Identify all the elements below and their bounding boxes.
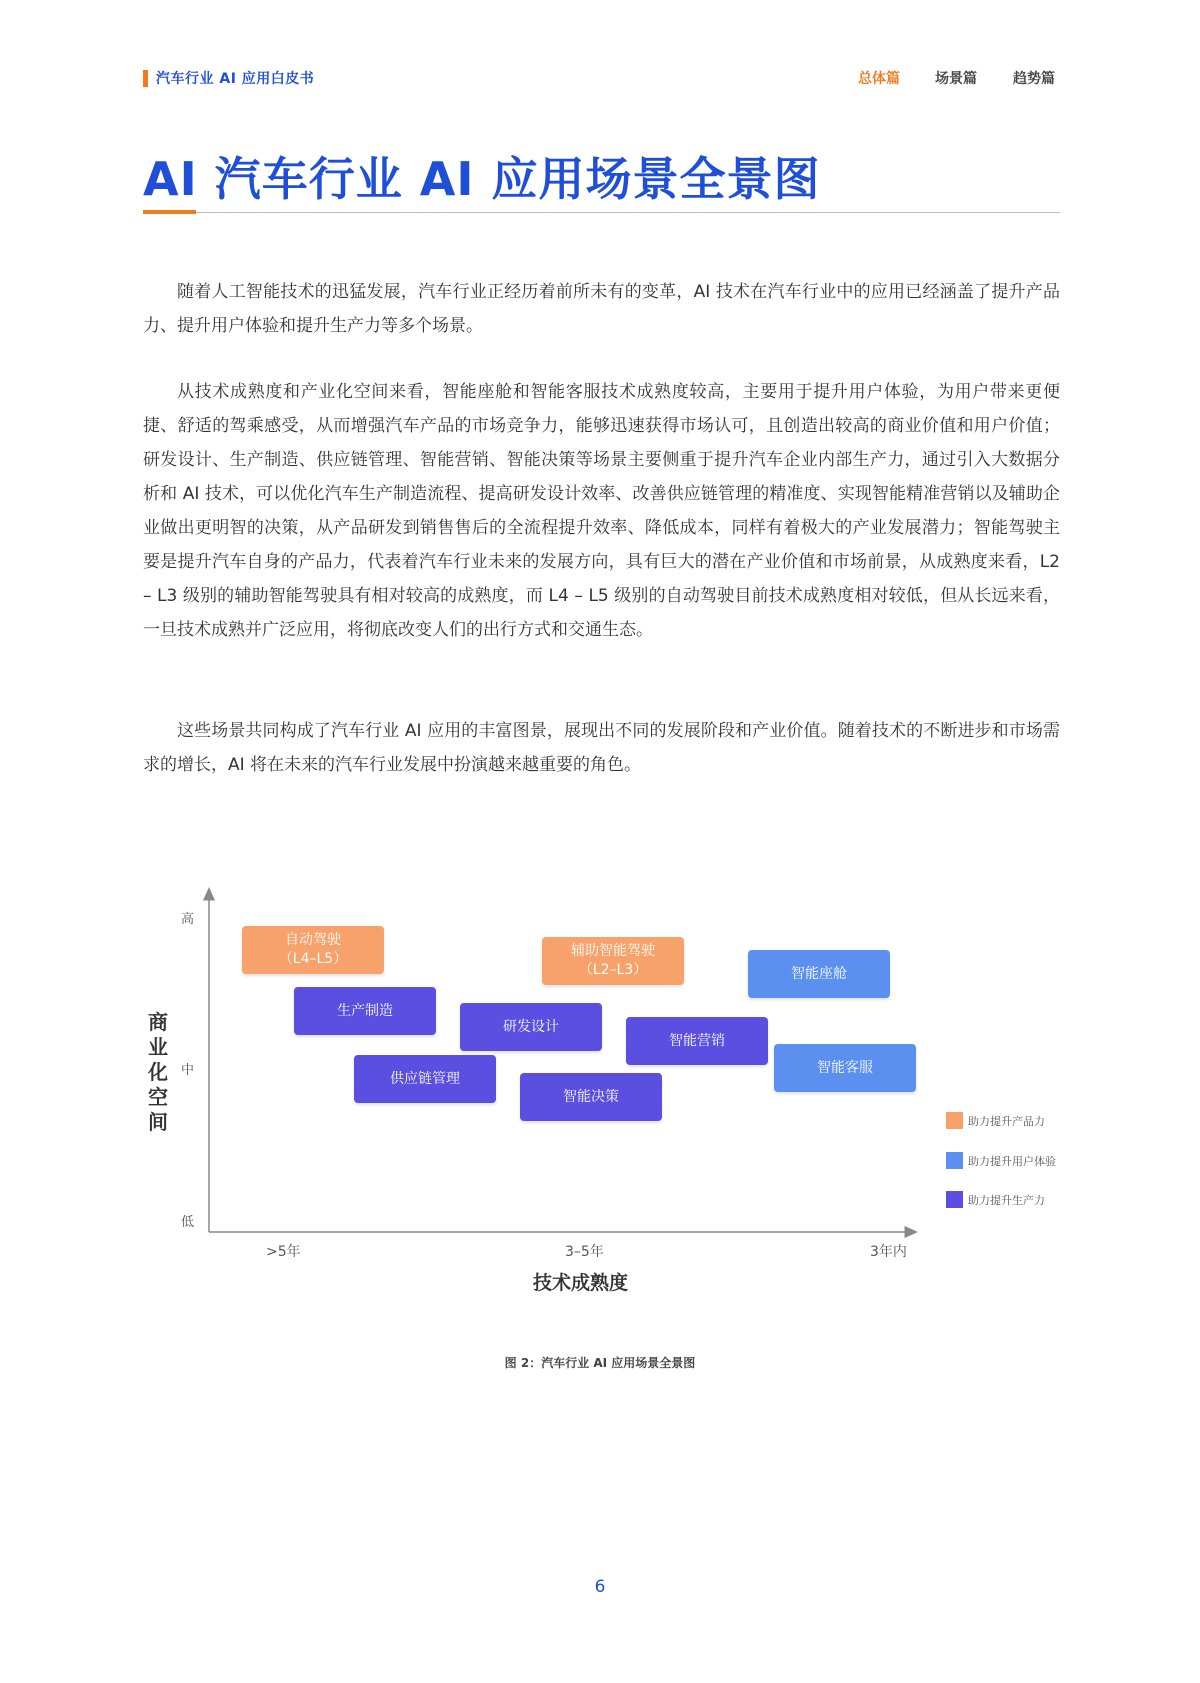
scenario-label: 自动驾驶 bbox=[285, 932, 341, 948]
x-tick-over-5y: >5年 bbox=[266, 1244, 301, 1260]
legend-swatch-blue bbox=[946, 1152, 963, 1169]
legend-label: 助力提升用户体验 bbox=[968, 1154, 1056, 1168]
scenario-smart-marketing bbox=[626, 1017, 768, 1065]
scenario-label: 智能客服 bbox=[817, 1059, 873, 1076]
x-tick-3-5y: 3–5年 bbox=[565, 1244, 604, 1260]
page-number: 6 bbox=[594, 1577, 606, 1597]
legend-item-user-experience bbox=[946, 1152, 1056, 1169]
nav-trends[interactable]: 趋势篇 bbox=[1013, 71, 1055, 87]
scenario-label: 研发设计 bbox=[503, 1018, 559, 1035]
y-axis-title-char: 业 bbox=[148, 1035, 168, 1059]
page-title: AI 汽车行业 AI 应用场景全景图 bbox=[143, 152, 821, 206]
y-axis-title-char: 化 bbox=[148, 1060, 168, 1084]
scenario-label: 智能座舱 bbox=[791, 965, 847, 982]
figure-caption: 图 2：汽车行业 AI 应用场景全景图 bbox=[504, 1356, 696, 1370]
legend-item-product bbox=[946, 1112, 1045, 1129]
y-axis-title-char: 间 bbox=[148, 1110, 168, 1134]
scenario-smart-decision bbox=[520, 1073, 662, 1121]
paragraph-analysis: 从技术成熟度和产业化空间来看，智能座舱和智能客服技术成熟度较高，主要用于提升用户体验，为用户带来更便捷、舒适的驾乘感受，从而增强汽车产品的市场竞争力，能够迅速获得市场认可，且创造出较高的商业价值和用户价值；研发设计、生产制造、供应链管理、智能营销、智能决策等场景主要侧重于提升汽车企业内部生产力，通过引入大数据分析和 AI 技术，可以优化汽车生产制造流程、提高研发设计效率、改善供应链管理的精准度、实现智能精准营销以及辅助企业做出更明智的决策，从产品研发到销售售后的全流程提升效率、降低成本，同样有着极大的产业发展潜力；智能驾驶主要是提升汽车自身的产品力，代表着汽车行业未来的发展方向，具有巨大的潜在产业价值和市场前景，从成熟度来看，L2 – L3 级别的辅助智能驾驶具有相对较高的成熟度，而 L4 – L5 级别的自动驾驶目前技术成熟度相对较低，但从长远来看，一旦技术成熟并广泛应用，将彻底改变人们的出行方式和交通生态。 bbox=[143, 382, 1060, 640]
y-axis-title-char: 商 bbox=[148, 1010, 168, 1034]
scenario-smart-cockpit bbox=[748, 950, 890, 998]
legend-swatch-purple bbox=[946, 1191, 963, 1208]
scenario-rnd-design bbox=[460, 1003, 602, 1051]
scenario-assisted-driving bbox=[542, 937, 684, 985]
y-tick-high: 高 bbox=[181, 912, 195, 927]
y-tick-mid: 中 bbox=[181, 1063, 195, 1078]
scenario-sublabel: （L2–L3） bbox=[578, 962, 648, 978]
y-axis-title bbox=[147, 1010, 169, 1135]
legend-swatch-orange bbox=[946, 1112, 963, 1129]
scenario-label: 智能决策 bbox=[563, 1088, 619, 1105]
x-tick-within-3y: 3年内 bbox=[870, 1244, 907, 1260]
nav-scenarios[interactable]: 场景篇 bbox=[935, 71, 977, 87]
scenario-label: 智能营销 bbox=[669, 1032, 725, 1049]
scenario-supply-chain bbox=[354, 1055, 496, 1103]
scenario-sublabel: （L4–L5） bbox=[278, 951, 348, 967]
scenario-label: 供应链管理 bbox=[390, 1070, 460, 1087]
legend-label: 助力提升生产力 bbox=[968, 1193, 1045, 1207]
paragraph-intro: 随着人工智能技术的迅猛发展，汽车行业正经历着前所未有的变革，AI 技术在汽车行业中的应用已经涵盖了提升产品力、提升用户体验和提升生产力等多个场景。 bbox=[143, 282, 1060, 336]
scenario-label: 辅助智能驾驶 bbox=[571, 943, 655, 959]
legend-label: 助力提升产品力 bbox=[968, 1114, 1045, 1128]
y-tick-low: 低 bbox=[181, 1215, 195, 1230]
scenario-autonomous-driving bbox=[242, 926, 384, 974]
scenario-manufacturing bbox=[294, 987, 436, 1035]
y-axis-title-char: 空 bbox=[148, 1085, 168, 1109]
document-title: 汽车行业 AI 应用白皮书 bbox=[156, 71, 315, 87]
paragraph-summary: 这些场景共同构成了汽车行业 AI 应用的丰富图景，展现出不同的发展阶段和产业价值。随着技术的不断进步和市场需求的增长，AI 将在未来的汽车行业发展中扮演越来越重要的角色。 bbox=[143, 721, 1060, 775]
scenario-label: 生产制造 bbox=[337, 1002, 393, 1019]
nav-overview[interactable]: 总体篇 bbox=[858, 71, 900, 87]
legend-item-productivity bbox=[946, 1191, 1045, 1208]
x-axis-title: 技术成熟度 bbox=[533, 1272, 629, 1294]
scenario-smart-service bbox=[774, 1044, 916, 1092]
